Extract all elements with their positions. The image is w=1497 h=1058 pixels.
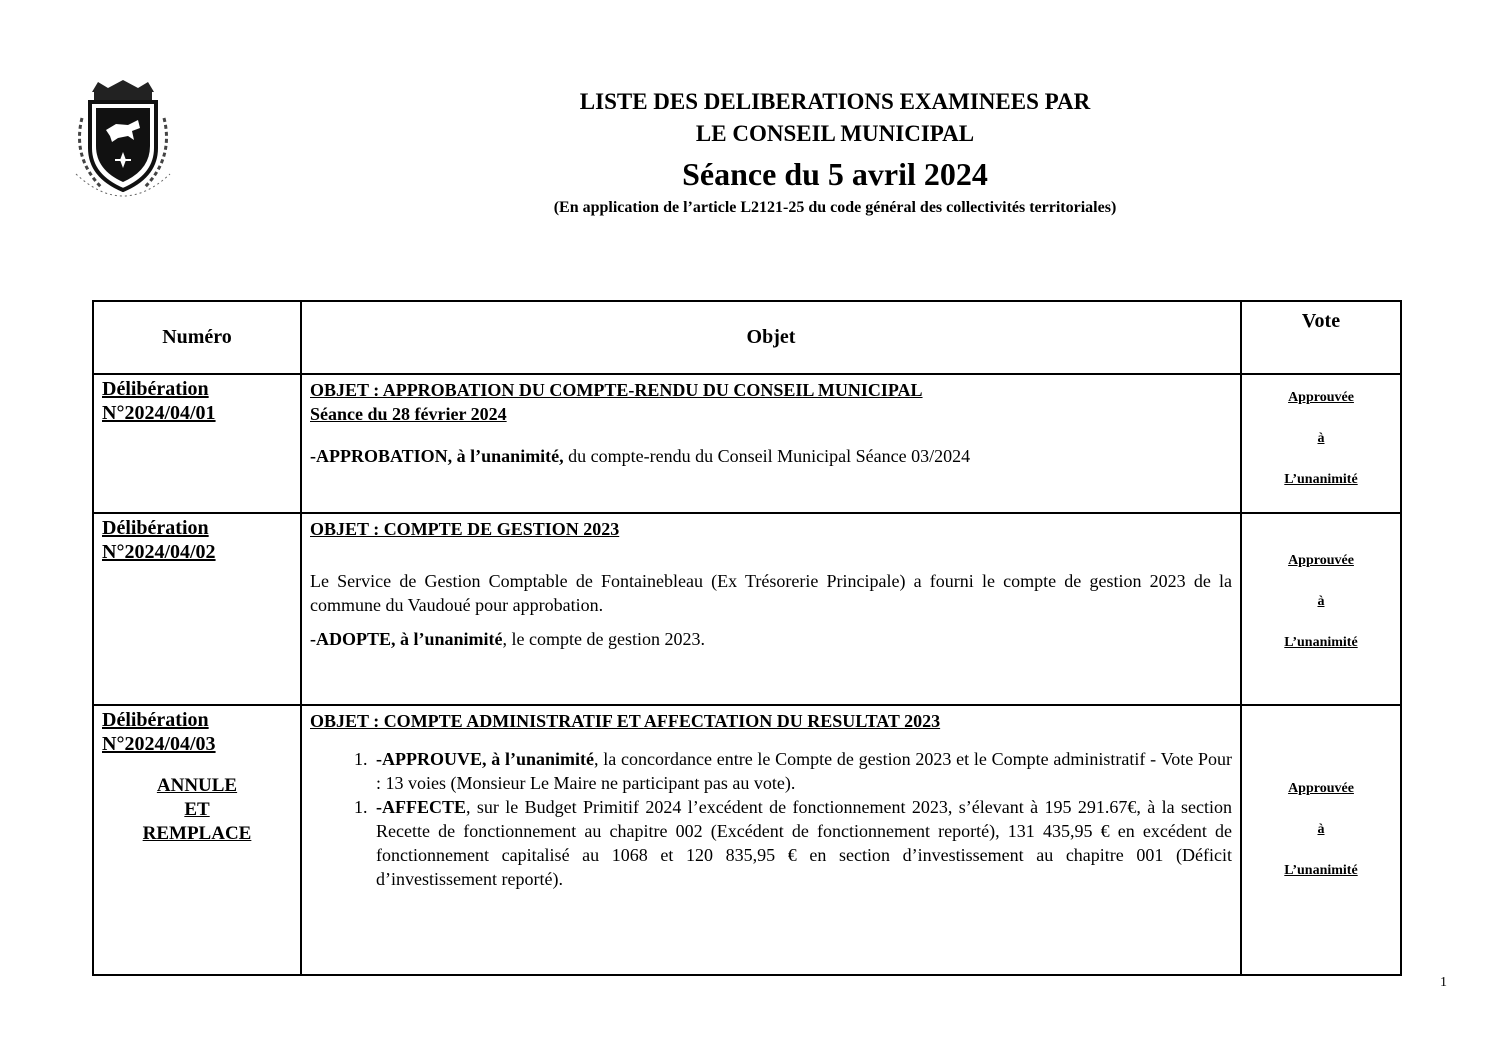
object-subtitle: Séance du 28 février 2024 xyxy=(310,404,507,424)
deliberation-id: N°2024/04/03 xyxy=(102,733,216,755)
vote-unanimity: L’unanimité xyxy=(1284,635,1358,650)
object-decision: -APPROBATION, à l’unanimité, du compte-rendu du Conseil Municipal Séance 03/2024 xyxy=(310,446,971,466)
object-title: OBJET : COMPTE DE GESTION 2023 xyxy=(310,519,620,539)
object-title: OBJET : APPROBATION DU COMPTE-RENDU DU CONSEIL MUNICIPAL xyxy=(310,380,923,400)
object-paragraph: Le Service de Gestion Comptable de Fontainebleau (Ex Trésorerie Principale) a fourni le compte de gestion 2023 de la commune du Vaudoué pour approbation. xyxy=(310,571,1232,615)
deliberation-number xyxy=(93,513,301,705)
vote-result xyxy=(1241,513,1401,705)
title-line-2: LE CONSEIL MUNICIPAL xyxy=(695,121,975,146)
title-line-1: LISTE DES DELIBERATIONS EXAMINEES PAR xyxy=(579,89,1091,114)
vote-result xyxy=(1241,705,1401,975)
vote-unanimity: L’unanimité xyxy=(1284,863,1358,878)
object-title: OBJET : COMPTE ADMINISTRATIF ET AFFECTATION DU RESULTAT 2023 xyxy=(310,711,941,731)
deliberation-id: N°2024/04/02 xyxy=(102,541,216,563)
vote-status: Approuvée xyxy=(1288,553,1354,568)
deliberation-label: Délibération xyxy=(102,517,209,539)
table-row xyxy=(93,374,1401,513)
legal-subtitle: (En application de l’article L2121-25 du code général des collectivités territoriales) xyxy=(553,199,1117,216)
vote-status: Approuvée xyxy=(1288,390,1354,405)
deliberation-object xyxy=(301,513,1241,705)
deliberation-object xyxy=(301,374,1241,513)
list-item: 1. -APPROUVE, à l’unanimité, la concordance entre le Compte de gestion 2023 et le Compte administratif - Vote Pour : 13 voies (Monsieur Le Maire ne participant pas au vote). xyxy=(372,747,1232,795)
deliberation-number xyxy=(93,374,301,513)
deliberation-id: N°2024/04/01 xyxy=(102,402,216,424)
vote-preposition: à xyxy=(1317,431,1325,446)
col-header-vote: Vote xyxy=(1241,301,1401,374)
list-item: 1. -AFFECTE, sur le Budget Primitif 2024 l’excédent de fonctionnement 2023, s’élevant à 195 291.67€, à la section Recette de fonctionnement au chapitre 002 (Excédent de fonctionnement reporté), 131 435,95 € en excédent de fonctionnement capitalisé au 1068 et 120 835,95 € en section d’investissement au chapitre 001 (Déficit d’investissement reporté). xyxy=(372,795,1232,891)
deliberations-table xyxy=(92,300,1402,976)
object-decision: -ADOPTE, à l’unanimité, le compte de gestion 2023. xyxy=(310,629,705,649)
col-header-objet: Objet xyxy=(301,301,1241,374)
table-header-row xyxy=(93,301,1401,374)
page-number: 1 xyxy=(1440,975,1447,990)
vote-preposition: à xyxy=(1317,594,1325,609)
deliberation-object xyxy=(301,705,1241,975)
annule-et-remplace: ANNULE ET REMPLACE xyxy=(142,775,252,844)
vote-result xyxy=(1241,374,1401,513)
seance-title: Séance du 5 avril 2024 xyxy=(682,156,988,192)
deliberation-label: Délibération xyxy=(102,378,209,400)
table-row xyxy=(93,705,1401,975)
decision-list xyxy=(310,747,1232,891)
table-row xyxy=(93,513,1401,705)
document-title xyxy=(440,86,1230,150)
col-header-numero: Numéro xyxy=(93,301,301,374)
deliberation-number xyxy=(93,705,301,975)
vote-preposition: à xyxy=(1317,822,1325,837)
deliberation-label: Délibération xyxy=(102,709,209,731)
coat-of-arms-icon xyxy=(62,78,184,214)
vote-unanimity: L’unanimité xyxy=(1284,472,1358,487)
vote-status: Approuvée xyxy=(1288,781,1354,796)
